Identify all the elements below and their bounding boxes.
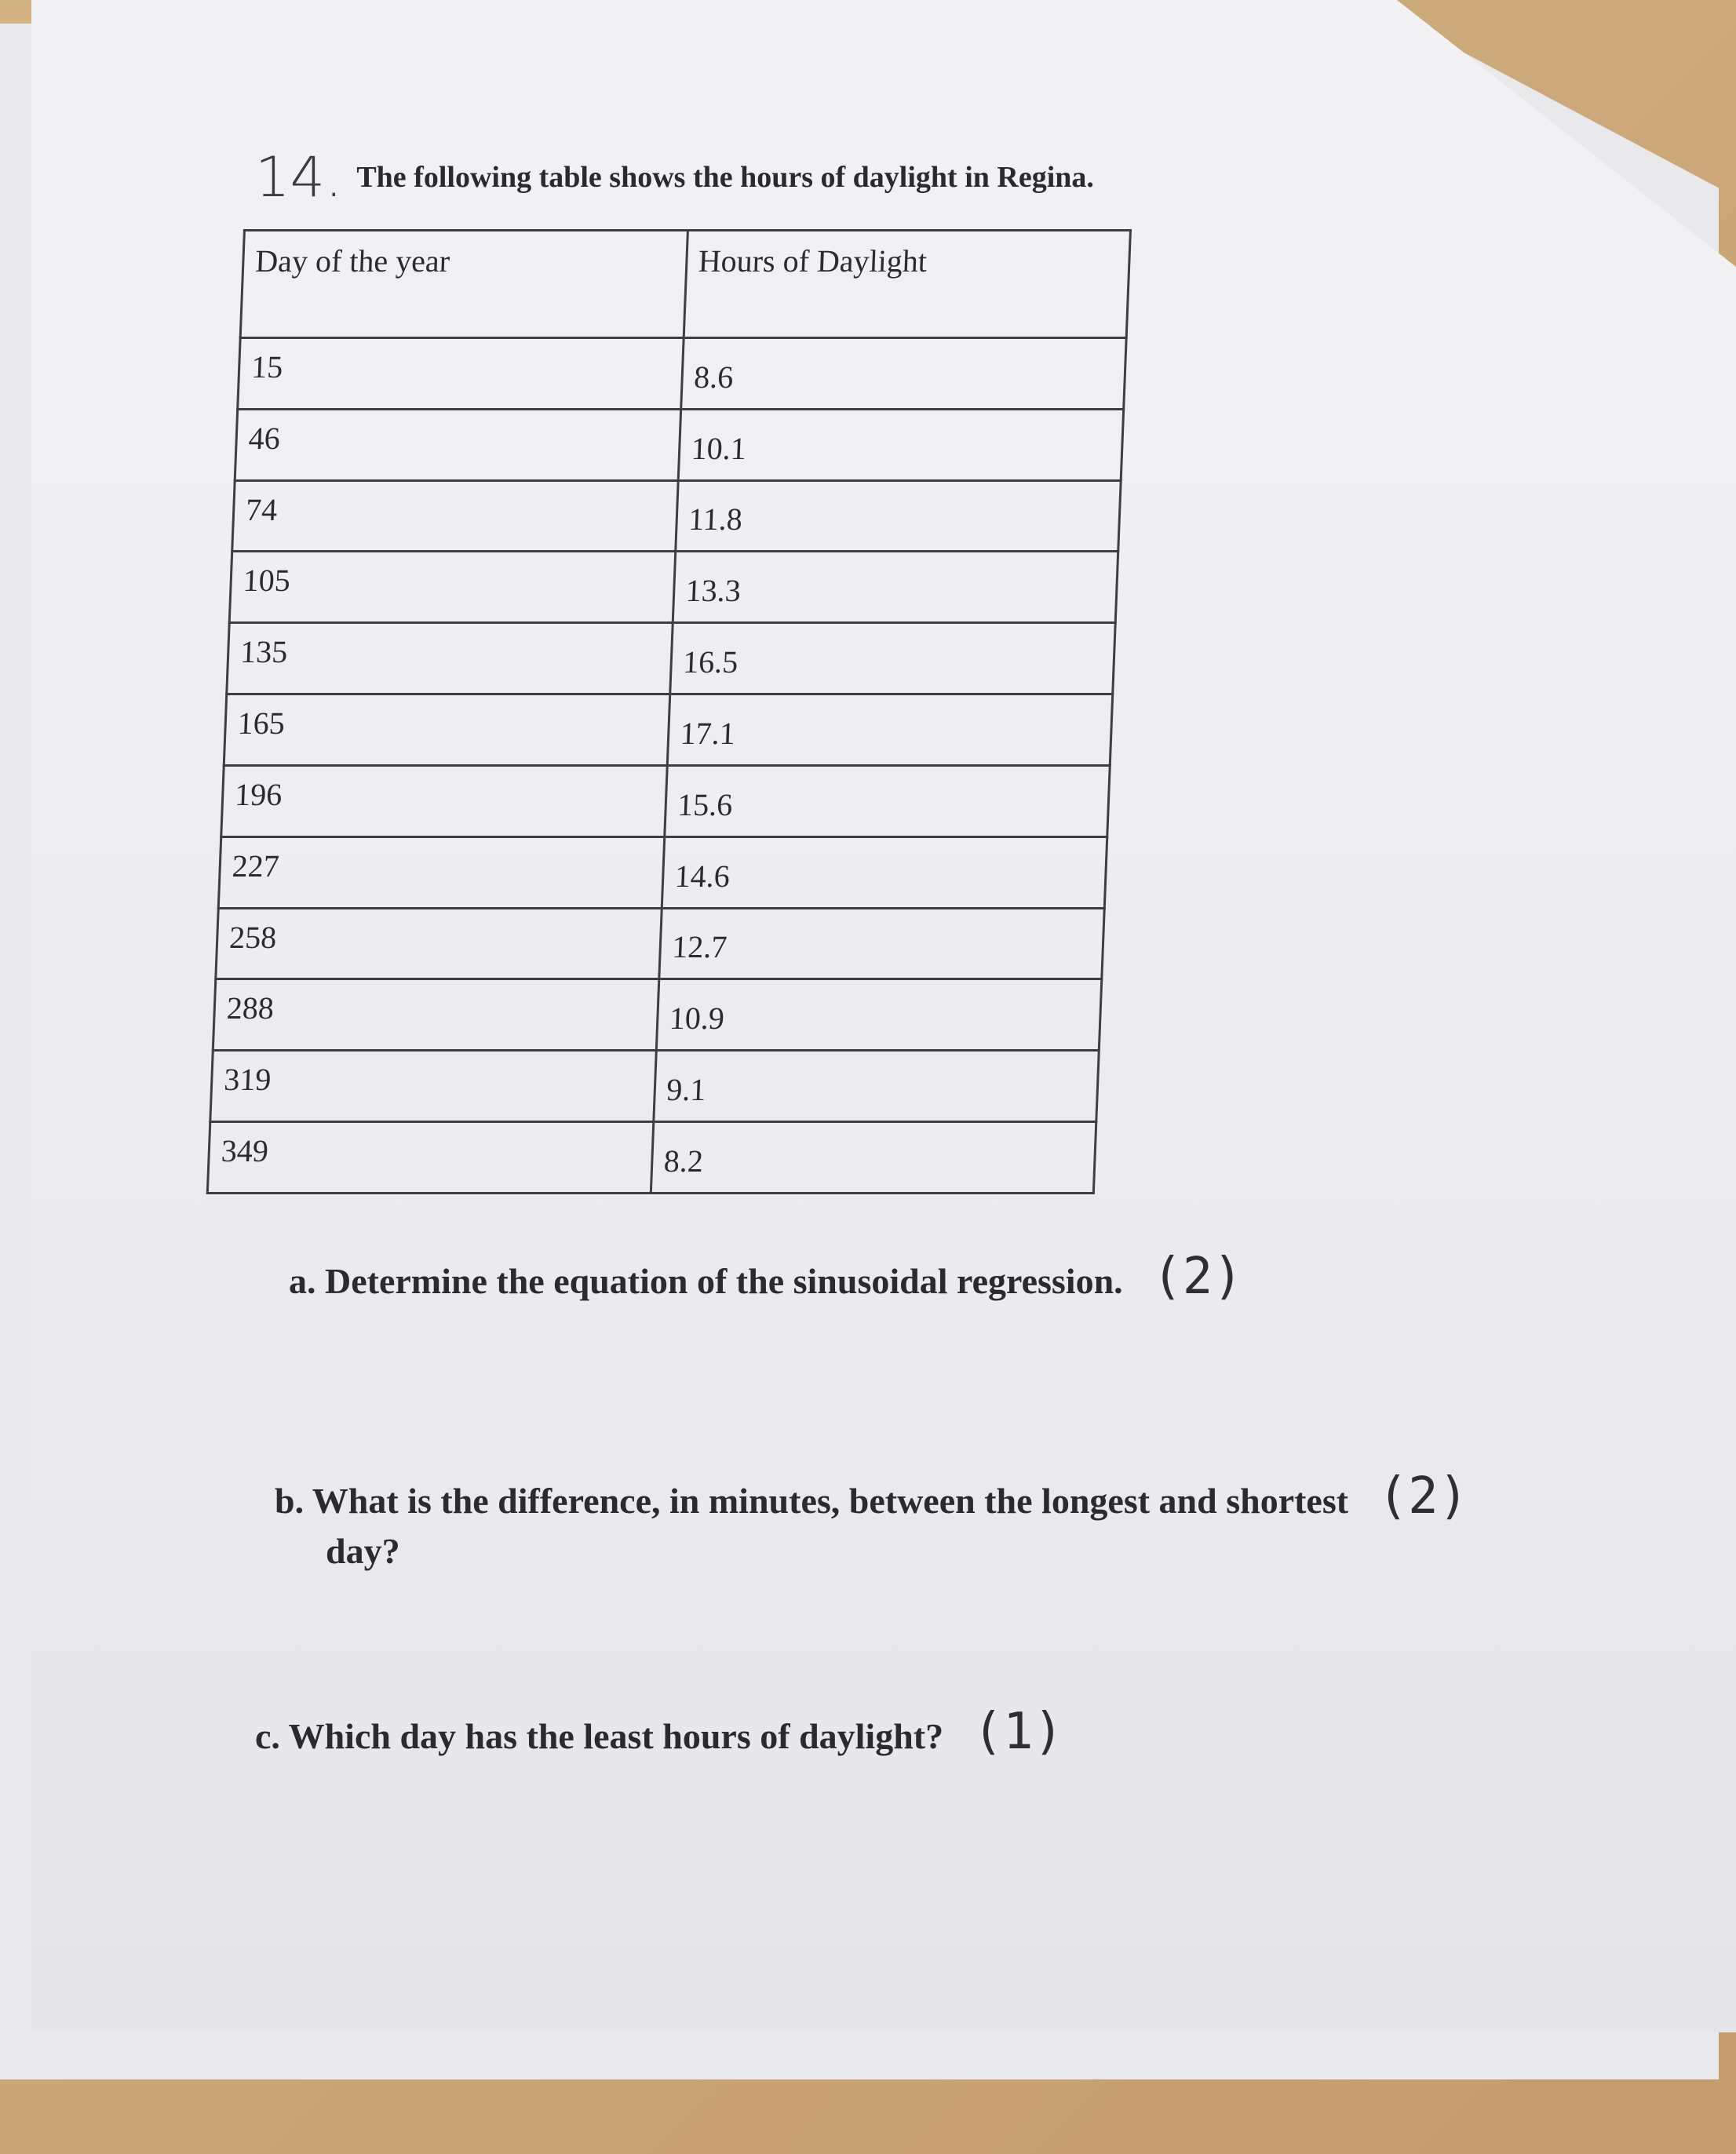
question-a-letter: a. xyxy=(289,1261,316,1301)
problem-title: The following table shows the hours of daylight in Regina. xyxy=(356,161,1094,194)
day-cell: 46 xyxy=(235,409,680,480)
day-cell: 319 xyxy=(210,1051,656,1122)
hours-cell: 11.8 xyxy=(675,480,1121,552)
problem-number: 14. xyxy=(255,145,343,210)
hours-cell: 10.1 xyxy=(678,409,1124,480)
daylight-table-container xyxy=(206,229,1132,1194)
day-cell: 349 xyxy=(207,1122,653,1194)
table-row xyxy=(210,1051,1099,1122)
day-cell: 196 xyxy=(221,765,667,836)
table-row xyxy=(224,694,1112,766)
hours-cell: 9.1 xyxy=(653,1051,1099,1122)
table-row xyxy=(238,338,1126,410)
day-cell: 15 xyxy=(238,338,684,410)
question-a-text: Determine the equation of the sinusoidal regression. xyxy=(325,1261,1123,1301)
hours-cell: 12.7 xyxy=(658,908,1104,979)
question-a-marks: (2) xyxy=(1152,1248,1243,1306)
table-row xyxy=(232,480,1121,552)
hours-cell: 8.2 xyxy=(651,1122,1096,1194)
hours-cell: 17.1 xyxy=(667,694,1113,766)
question-b-text: What is the difference, in minutes, between the longest and shortest xyxy=(312,1481,1349,1521)
table-row xyxy=(229,552,1118,623)
question-b-continuation: day? xyxy=(326,1531,400,1571)
hours-cell: 16.5 xyxy=(669,623,1115,694)
hours-cell: 13.3 xyxy=(673,552,1118,623)
day-cell: 135 xyxy=(227,623,673,694)
day-cell: 165 xyxy=(224,694,669,766)
header-day-of-year: Day of the year xyxy=(240,231,687,338)
question-c-marks: (1) xyxy=(972,1703,1064,1761)
question-c-letter: c. xyxy=(255,1716,280,1756)
table-row xyxy=(227,623,1115,694)
table-row xyxy=(207,1122,1096,1194)
day-cell: 74 xyxy=(232,480,678,552)
problem-header xyxy=(255,145,1094,210)
day-cell: 105 xyxy=(229,552,675,623)
table-row xyxy=(218,836,1107,908)
question-c xyxy=(255,1703,1063,1761)
question-a xyxy=(289,1248,1243,1306)
table-row xyxy=(235,409,1123,480)
table-row xyxy=(213,979,1101,1051)
day-cell: 288 xyxy=(213,979,658,1051)
hours-cell: 14.6 xyxy=(662,836,1107,908)
day-cell: 227 xyxy=(218,836,664,908)
question-c-text: Which day has the least hours of daylight? xyxy=(288,1716,944,1756)
daylight-table xyxy=(206,229,1132,1194)
table-row xyxy=(216,908,1104,979)
table-header-row xyxy=(240,231,1130,338)
question-b-letter: b. xyxy=(275,1481,305,1521)
question-b xyxy=(275,1467,1468,1525)
question-b-marks: (2) xyxy=(1377,1467,1469,1525)
day-cell: 258 xyxy=(216,908,662,979)
hours-cell: 15.6 xyxy=(664,765,1110,836)
hours-cell: 10.9 xyxy=(656,979,1102,1051)
header-hours-of-daylight: Hours of Daylight xyxy=(684,231,1131,338)
table-row xyxy=(221,765,1110,836)
hours-cell: 8.6 xyxy=(680,338,1126,410)
